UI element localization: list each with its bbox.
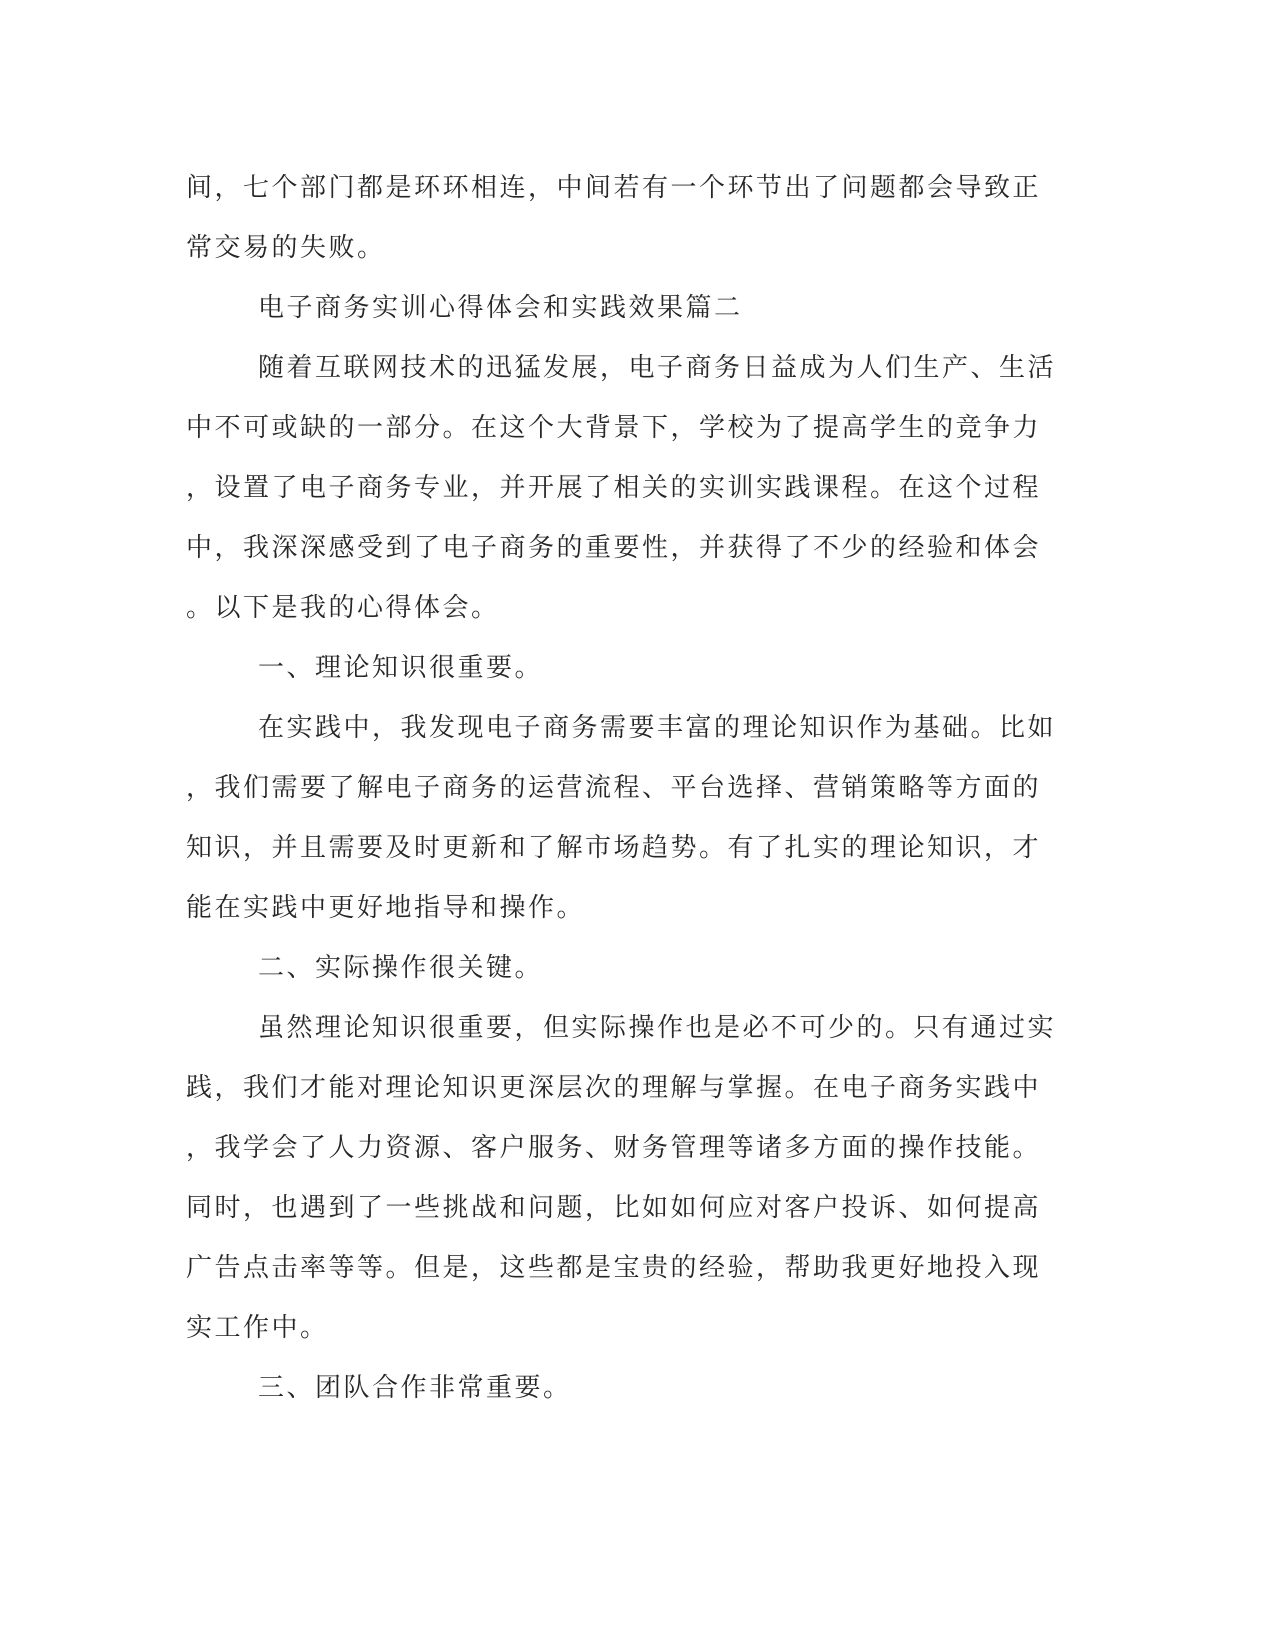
text-line: 间，七个部门都是环环相连，中间若有一个环节出了问题都会导致正 [186, 173, 1042, 203]
text-line: 知识，并且需要及时更新和了解市场趋势。有了扎实的理论知识，才 [186, 833, 1042, 863]
paragraph-start-line: 电子商务实训心得体会和实践效果篇二 [258, 293, 743, 323]
text-line: 同时，也遇到了一些挑战和问题，比如如何应对客户投诉、如何提高 [186, 1193, 1042, 1223]
text-line: 广告点击率等等。但是，这些都是宝贵的经验，帮助我更好地投入现 [186, 1253, 1042, 1283]
text-line: ，我学会了人力资源、客户服务、财务管理等诸多方面的操作技能。 [186, 1133, 1042, 1163]
document-body [186, 158, 1066, 1418]
paragraph-start-line: 三、团队合作非常重要。 [258, 1373, 572, 1403]
paragraph-start-line: 随着互联网技术的迅猛发展，电子商务日益成为人们生产、生活 [258, 353, 1057, 383]
text-line: 。以下是我的心得体会。 [186, 593, 500, 623]
text-line: ，设置了电子商务专业，并开展了相关的实训实践课程。在这个过程 [186, 473, 1042, 503]
paragraph-start-line: 虽然理论知识很重要，但实际操作也是必不可少的。只有通过实 [258, 1013, 1057, 1043]
paragraph-start-line: 在实践中，我发现电子商务需要丰富的理论知识作为基础。比如 [258, 713, 1057, 743]
paragraph-start-line: 一、理论知识很重要。 [258, 653, 544, 683]
paragraph-start-line: 二、实际操作很关键。 [258, 953, 544, 983]
text-line: 中不可或缺的一部分。在这个大背景下，学校为了提高学生的竞争力 [186, 413, 1042, 443]
text-line: ，我们需要了解电子商务的运营流程、平台选择、营销策略等方面的 [186, 773, 1042, 803]
text-line: 中，我深深感受到了电子商务的重要性，并获得了不少的经验和体会 [186, 533, 1042, 563]
text-line: 能在实践中更好地指导和操作。 [186, 893, 586, 923]
text-line: 实工作中。 [186, 1313, 329, 1343]
text-line: 践，我们才能对理论知识更深层次的理解与掌握。在电子商务实践中 [186, 1073, 1042, 1103]
text-line: 常交易的失败。 [186, 233, 386, 263]
